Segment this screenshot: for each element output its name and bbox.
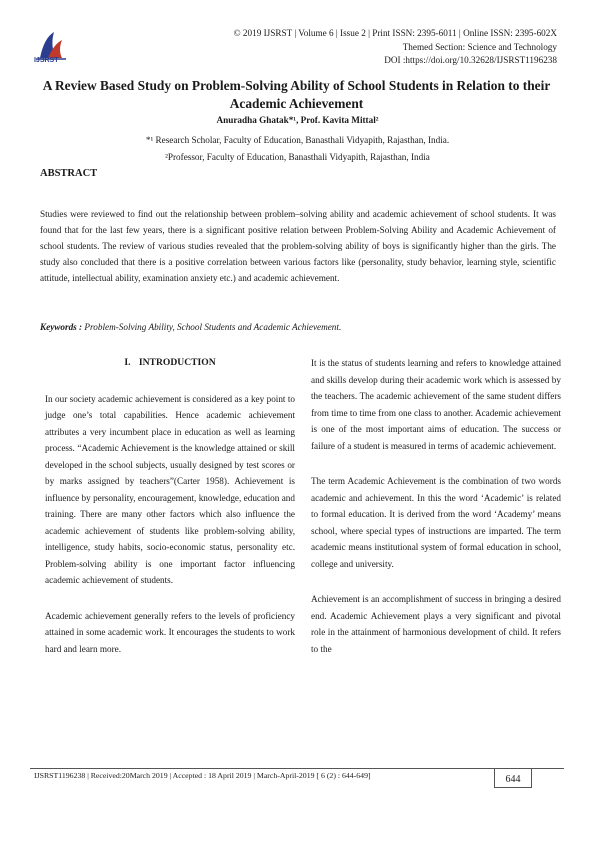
abstract-heading: ABSTRACT [40, 168, 98, 179]
paragraph: Achievement is an accomplishment of success in bringing a desired end. Academic Achievement plays a very significant and pivotal role in the attainment of harmonious development of child. It refers to the [311, 594, 561, 654]
keywords [40, 322, 341, 332]
paragraph: It is the status of students learning and refers to knowledge attained and skills develop during their academic work which is assessed by the teachers. The academic achievement of the same student differs from time to time from one class to another. Academic achievement is one of the most important aims of education. The success or failure of a student is measured in terms of academic achievement. [311, 358, 561, 451]
right-column [311, 355, 561, 676]
footer-divider [30, 768, 564, 769]
keywords-label: Keywords : [40, 322, 83, 332]
footer-info: IJSRST1196238 | Received:20March 2019 | Accepted : 18 April 2019 | March-April-2019 [ 6 (2) : 644-649] [34, 771, 371, 780]
paragraph: In our society academic achievement is considered as a key point to judge one’s total capabilities. Hence academic achievement attributes a very incumbent place in education as well as learning process. “Academic Achievement is the knowledge attained or skill developed in the school subjects, usually designed by test scores or by marks assigned by teachers”(Carter 1958). Achievement is influence by personality, encouragement, knowledge, education and training. There are many other factors which also influence the academic achievement of students like problem-solving ability, intelligence, study habits, socio-economic status, personality etc. Problem-solving ability is one important factor influencing academic achievement of students. [45, 393, 295, 585]
section-number: I. [124, 357, 131, 368]
affiliation-2: ²Professor, Faculty of Education, Banasthali Vidyapith, Rajasthan, India [165, 152, 430, 162]
author-list: Anuradha Ghatak*¹, Prof. Kavita Mittal² [216, 115, 379, 125]
section-title: INTRODUCTION [138, 357, 216, 368]
doi-link[interactable]: DOI :https://doi.org/10.32628/IJSRST1196238 [384, 55, 557, 65]
abstract-text: Studies were reviewed to find out the relationship between problem–solving ability and academic achievement of school students. It was found that for the last few years, there is a significant positive relation between Problem-Solving Ability and Academic Achievement of school students. The review of various studies revealed that the problem-solving ability of boys is significantly higher than the girls. The study also concluded that there is a positive correlation between various factors like (personality, study behavior, learning style, scientific attitude, intellectual ability, examination anxiety etc.) and academic achievement. [40, 209, 556, 283]
logo-text: IJSRST [34, 57, 59, 64]
paper-title: A Review Based Study on Problem-Solving Ability of School Students in Relation to their Academic Achievement [42, 78, 551, 111]
themed-section: Themed Section: Science and Technology [402, 41, 557, 52]
section-heading [45, 355, 295, 372]
page-number: 644 [494, 769, 532, 788]
keywords-text: Problem-Solving Ability, School Students and Academic Achievement. [84, 322, 342, 332]
affiliation-1: *¹ Research Scholar, Faculty of Education, Banasthali Vidyapith, Rajasthan, India. [145, 135, 450, 145]
left-column [45, 355, 295, 676]
journal-issue-info: © 2019 IJSRST | Volume 6 | Issue 2 | Print ISSN: 2395-6011 | Online ISSN: 2395-602X [233, 28, 557, 38]
paragraph: Academic achievement generally refers to the levels of proficiency attained in some academic work. It encourages the students to work hard and learn more. [45, 610, 295, 654]
paragraph: The term Academic Achievement is the combination of two words academic and achievement. In this the word ‘Academic’ is related to formal education. It is derived from the word ‘Academy’ means school, where special types of instructions are imparted. The term academic means institutional system of formal education in school, college and university. [311, 476, 561, 569]
journal-header [234, 27, 557, 68]
